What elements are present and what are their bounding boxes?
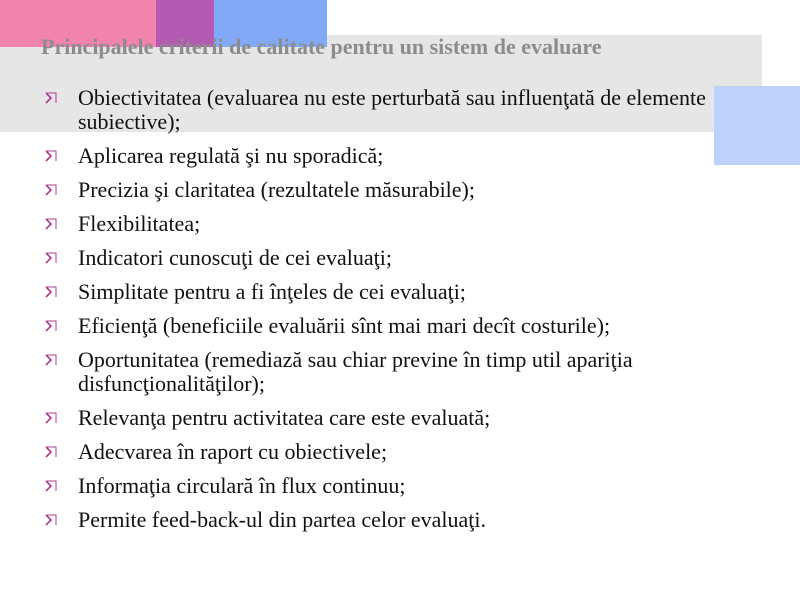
list-item: [44, 280, 758, 304]
bullet-text: Informaţia circulară în flux continuu;: [78, 473, 406, 498]
bullet-text: Adecvarea în raport cu obiectivele;: [78, 439, 388, 464]
bullet-marker-icon: [44, 319, 58, 333]
bullet-list: [44, 86, 758, 542]
list-item: [44, 314, 758, 338]
bullet-text: Precizia şi claritatea (rezultatele măsurabile);: [78, 177, 475, 202]
list-item: [44, 406, 758, 430]
list-item: [44, 440, 758, 464]
bullet-text: Flexibilitatea;: [78, 211, 201, 236]
bullet-text: Obiectivitatea (evaluarea nu este perturbată sau influenţată de elemente subiective);: [78, 85, 706, 134]
list-item: [44, 508, 758, 532]
slide-title: Principalele criterii de calitate pentru un sistem de evaluare: [41, 34, 602, 59]
bullet-marker-icon: [44, 479, 58, 493]
bullet-marker-icon: [44, 149, 58, 163]
list-item: [44, 144, 758, 168]
bullet-marker-icon: [44, 217, 58, 231]
bullet-marker-icon: [44, 91, 58, 105]
bullet-marker-icon: [44, 183, 58, 197]
list-item: [44, 246, 758, 270]
bullet-text: Simplitate pentru a fi înţeles de cei evaluaţi;: [78, 279, 466, 304]
bullet-marker-icon: [44, 445, 58, 459]
bullet-marker-icon: [44, 251, 58, 265]
list-item: [44, 212, 758, 236]
bullet-marker-icon: [44, 513, 58, 527]
list-item: [44, 474, 758, 498]
list-item: [44, 348, 758, 396]
bullet-marker-icon: [44, 353, 58, 367]
bullet-text: Eficienţă (beneficiile evaluării sînt mai mari decît costurile);: [78, 313, 611, 338]
bullet-text: Indicatori cunoscuţi de cei evaluaţi;: [78, 245, 392, 270]
list-item: [44, 86, 758, 134]
bullet-text: Relevanţa pentru activitatea care este evaluată;: [78, 405, 491, 430]
list-item: [44, 178, 758, 202]
bullet-text: Oportunitatea (remediază sau chiar previne în timp util apariţia disfuncţionalităţilor);: [78, 347, 633, 396]
bullet-marker-icon: [44, 411, 58, 425]
bullet-text: Permite feed-back-ul din partea celor evaluaţi.: [78, 507, 487, 532]
bullet-marker-icon: [44, 285, 58, 299]
bullet-text: Aplicarea regulată şi nu sporadică;: [78, 143, 384, 168]
